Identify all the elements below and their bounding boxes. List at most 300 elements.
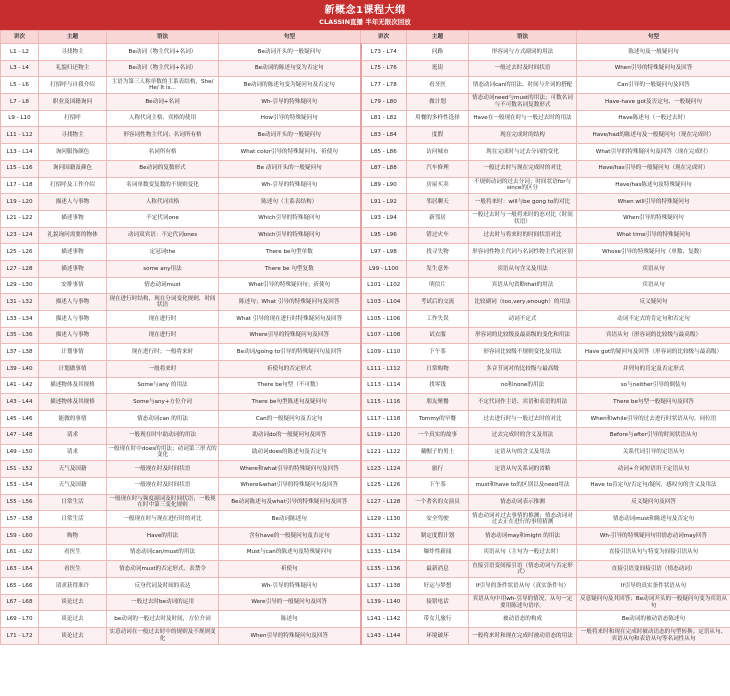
table-row: [1, 294, 730, 311]
table-row: [1, 177, 730, 194]
cell-grammar-left: 人称代词宾格: [107, 194, 219, 211]
cell-topic-left: 礼貌询问需要的物体: [39, 227, 107, 244]
cell-pattern-right: Have/has引导的一般疑问句（现在完成时）: [577, 160, 730, 177]
cell-grammar-right: 一般将来时和现在完成时被动语态的用法: [469, 628, 577, 645]
cell-lesson-left: L23 - L24: [1, 227, 39, 244]
cell-grammar-right: 情态动词对过去事情的推测；情态动词对过去正在进行的事情猜测: [469, 511, 577, 528]
cell-topic-right: 接错电话: [407, 594, 469, 611]
col-header-grammar-right: 语法: [469, 31, 577, 44]
cell-grammar-right: 一般过去时与一般将来时的态对比（时间状语）: [469, 210, 577, 227]
cell-topic-left: 描述事物: [39, 244, 107, 261]
cell-lesson-left: L63 - L64: [1, 561, 39, 578]
cell-topic-left: 天气及国籍: [39, 461, 107, 478]
cell-lesson-right: L75 - L76: [361, 60, 407, 77]
cell-pattern-right: What time引导的特殊疑问句: [577, 227, 730, 244]
cell-lesson-right: L139 - L140: [361, 594, 407, 611]
cell-grammar-left: 一般过去时be动词的运用: [107, 594, 219, 611]
cell-grammar-left: Be动词+名词: [107, 94, 219, 111]
cell-grammar-right: 现在完成时与过去分词的变化: [469, 144, 577, 161]
cell-grammar-right: 直接引语变间接引语（情态动词与否定形式）: [469, 561, 577, 578]
cell-lesson-left: L35 - L36: [1, 327, 39, 344]
cell-grammar-left: 反身代词及时间的表达: [107, 578, 219, 595]
cell-pattern-right: Have/had的陈述句及一般疑问句（现在完成时）: [577, 127, 730, 144]
table-row: [1, 144, 730, 161]
cell-pattern-left: Be动词陈述句: [219, 511, 361, 528]
table-row: [1, 260, 730, 277]
cell-grammar-right: must和have to的区别以及need用法: [469, 477, 577, 494]
cell-lesson-right: L131 - L132: [361, 527, 407, 544]
cell-lesson-left: L53 - L54: [1, 477, 39, 494]
cell-pattern-left: There be句型（不可数）: [219, 377, 361, 394]
cell-grammar-left: Some与any+方位介词: [107, 394, 219, 411]
cell-lesson-right: L87 - L88: [361, 160, 407, 177]
cell-grammar-left: 现在进行时结构，现在分词变化规则，时间状语: [107, 294, 219, 311]
cell-topic-left: 请求: [39, 427, 107, 444]
cell-pattern-left: How引导的特殊疑问句: [219, 110, 361, 127]
cell-grammar-right: 不定代词作主语、宾语和表语的用法: [469, 394, 577, 411]
cell-topic-right: 做计划: [407, 94, 469, 111]
cell-lesson-left: L27 - L28: [1, 260, 39, 277]
cell-grammar-left: Some与any 的用法: [107, 377, 219, 394]
cell-pattern-left: Where引导的特殊疑问句及回答: [219, 327, 361, 344]
cell-lesson-right: L109 - L110: [361, 344, 407, 361]
table-row: [1, 494, 730, 511]
table-row: [1, 277, 730, 294]
cell-topic-right: 逛街: [407, 60, 469, 77]
cell-grammar-right: 宾语从句省略that的用法: [469, 277, 577, 294]
cell-topic-left: 寻找物主: [39, 127, 107, 144]
cell-lesson-right: L107 - L108: [361, 327, 407, 344]
col-header-grammar-left: 语法: [107, 31, 219, 44]
cell-grammar-left: 一般现在时中助动词的用法: [107, 427, 219, 444]
cell-pattern-left: Be动词陈述句及what引导的特殊疑问句及回答: [219, 494, 361, 511]
cell-pattern-right: so与neither引导的倒装句: [577, 377, 730, 394]
col-header-topic-left: 主题: [39, 31, 107, 44]
table-row: [1, 411, 730, 428]
cell-pattern-right: Have got的疑问句及回答（形容词的比较级与最高级）: [577, 344, 730, 361]
cell-grammar-right: 过去时与将来时的时间状语对比: [469, 227, 577, 244]
cell-topic-right: 度假: [407, 127, 469, 144]
cell-lesson-right: L89 - L90: [361, 177, 407, 194]
cell-topic-right: 朋友聚餐: [407, 394, 469, 411]
cell-pattern-left: Were引导的一般疑问句及回答: [219, 594, 361, 611]
cell-grammar-left: Have的用法: [107, 527, 219, 544]
cell-lesson-right: L143 - L144: [361, 628, 407, 645]
cell-topic-left: 描述人与事物: [39, 194, 107, 211]
syllabus-table: [0, 30, 730, 645]
table-row: [1, 327, 730, 344]
cell-pattern-left: 祈使句的否定形式: [219, 361, 361, 378]
cell-grammar-left: 情态动词must的否定形式、表禁令: [107, 561, 219, 578]
cell-pattern-left: Wh-引导的特殊疑问句: [219, 578, 361, 595]
cell-topic-right: 新邻居: [407, 210, 469, 227]
cell-lesson-left: L33 - L34: [1, 311, 39, 328]
cell-pattern-right: Have/has陈述句及特殊疑问句: [577, 177, 730, 194]
cell-pattern-right: 并列句的肯定及否定形式: [577, 361, 730, 378]
cell-topic-right: 日常购物: [407, 361, 469, 378]
cell-pattern-left: Be动词开头的一般疑问句: [219, 44, 361, 61]
cell-topic-right: 邻居聊天: [407, 194, 469, 211]
cell-topic-left: 打招呼与自我介绍: [39, 77, 107, 94]
cell-topic-left: 谈论过去: [39, 594, 107, 611]
cell-pattern-right: 陈述句及一般疑问句: [577, 44, 730, 61]
cell-topic-right: 用餐的多样性选择: [407, 110, 469, 127]
cell-topic-right: 安全驾驶: [407, 511, 469, 528]
table-row: [1, 561, 730, 578]
cell-lesson-left: L11 - L12: [1, 127, 39, 144]
cell-lesson-right: L127 - L128: [361, 494, 407, 511]
cell-grammar-left: 名词单数变复数的不规则变化: [107, 177, 219, 194]
cell-topic-right: 旅行: [407, 461, 469, 478]
cell-lesson-right: L115 - L116: [361, 394, 407, 411]
col-header-lesson-left: 讲次: [1, 31, 39, 44]
cell-lesson-right: L129 - L130: [361, 511, 407, 528]
cell-lesson-right: L125 - L126: [361, 477, 407, 494]
cell-lesson-right: L83 - L84: [361, 127, 407, 144]
cell-grammar-right: 形容词的比较级及最高级的变化和用法: [469, 327, 577, 344]
cell-lesson-left: L55 - L56: [1, 494, 39, 511]
cell-grammar-right: 定语从句关系词的省略: [469, 461, 577, 478]
cell-pattern-left: Can的一般疑问句及否定句: [219, 411, 361, 428]
table-row: [1, 427, 730, 444]
cell-topic-right: 汽车修理: [407, 160, 469, 177]
table-row: [1, 511, 730, 528]
cell-pattern-left: There be句型单数: [219, 244, 361, 261]
cell-lesson-left: L5 - L6: [1, 77, 39, 94]
cell-grammar-left: 人称代词主格、宾格的使用: [107, 110, 219, 127]
cell-lesson-left: L71 - L72: [1, 628, 39, 645]
cell-pattern-right: If引导的真实条件状语从句: [577, 578, 730, 595]
table-row: [1, 444, 730, 461]
cell-pattern-left: 祈使句: [219, 561, 361, 578]
cell-grammar-right: 过去进行时与一般过去时的对比: [469, 411, 577, 428]
cell-lesson-right: L111 - L112: [361, 361, 407, 378]
cell-lesson-right: L133 - L134: [361, 544, 407, 561]
cell-grammar-right: 形容词与方式副词的用法: [469, 44, 577, 61]
cell-pattern-left: Wh-引导的特殊疑问句: [219, 177, 361, 194]
cell-pattern-left: What color引导的特殊疑问句、祈使句: [219, 144, 361, 161]
cell-topic-left: 描述人与事物: [39, 294, 107, 311]
cell-lesson-left: L1 - L2: [1, 44, 39, 61]
cell-pattern-left: 陈述句: [219, 611, 361, 628]
cell-topic-right: 找寻失物: [407, 244, 469, 261]
cell-lesson-left: L57 - L58: [1, 511, 39, 528]
cell-lesson-right: L123 - L124: [361, 461, 407, 478]
cell-grammar-right: 形容词性物主代词与名词性物主代词区别: [469, 244, 577, 261]
cell-pattern-right: Before与after引导的时间状语从句: [577, 427, 730, 444]
cell-topic-right: 试衣服: [407, 327, 469, 344]
cell-pattern-right: When引导的特殊疑问句: [577, 210, 730, 227]
table-row: [1, 194, 730, 211]
cell-grammar-right: 宾语从句含义及用法: [469, 260, 577, 277]
table-row: [1, 578, 730, 595]
table-row: [1, 611, 730, 628]
cell-grammar-right: 比较副词（too,very,enough）的用法: [469, 294, 577, 311]
cell-pattern-right: Be动词的被动语态陈述句: [577, 611, 730, 628]
cell-lesson-right: L81 - L82: [361, 110, 407, 127]
cell-topic-left: 日常生活: [39, 494, 107, 511]
col-header-lesson-right: 讲次: [361, 31, 407, 44]
cell-pattern-right: 宾语从句: [577, 260, 730, 277]
cell-lesson-left: L17 - L18: [1, 177, 39, 194]
cell-pattern-left: Which引导的特殊疑问句: [219, 210, 361, 227]
cell-lesson-right: L119 - L120: [361, 427, 407, 444]
cell-topic-right: 一个真实的故事: [407, 427, 469, 444]
cell-lesson-right: L137 - L138: [361, 578, 407, 595]
table-row: [1, 127, 730, 144]
cell-lesson-right: L91 - L92: [361, 194, 407, 211]
cell-grammar-right: 被动语态的构成: [469, 611, 577, 628]
cell-grammar-left: 主语为第三人称单数的主系表结构，She/ He/ It is...: [107, 77, 219, 94]
cell-grammar-right: no和none的用法: [469, 377, 577, 394]
cell-topic-right: 明信片: [407, 277, 469, 294]
cell-topic-left: 安排事情: [39, 277, 107, 294]
cell-grammar-left: 现在进行时: [107, 327, 219, 344]
cell-grammar-left: 实意动词在一般过去时中的规则及不规则变化: [107, 628, 219, 645]
cell-grammar-left: 情态动词can/must的用法: [107, 544, 219, 561]
cell-pattern-left: Be动词的陈述句变为否定句: [219, 60, 361, 77]
cell-grammar-right: Have在一般现在时与一般过去时的用法: [469, 110, 577, 127]
cell-topic-left: 天气及国籍: [39, 477, 107, 494]
cell-grammar-right: 现在完成时的结构: [469, 127, 577, 144]
cell-lesson-left: L45 - L46: [1, 411, 39, 428]
cell-topic-right: 最新消息: [407, 561, 469, 578]
cell-pattern-left: Which引导的特殊疑问句: [219, 227, 361, 244]
cell-topic-left: 能做的事情: [39, 411, 107, 428]
cell-grammar-left: 一般现在时及时间状语: [107, 477, 219, 494]
cell-topic-right: 爆炸性新闻: [407, 544, 469, 561]
cell-grammar-right: 多音节词对的比较级与最高级: [469, 361, 577, 378]
cell-grammar-left: 不定代词one: [107, 210, 219, 227]
cell-lesson-right: L135 - L136: [361, 561, 407, 578]
cell-pattern-left: What 引导的现在进行时特殊疑问句及回答: [219, 311, 361, 328]
cell-lesson-left: L7 - L8: [1, 94, 39, 111]
cell-lesson-left: L59 - L60: [1, 527, 39, 544]
cell-grammar-right: 情态动词need与must的用法；可数名词与不可数名词复数形式: [469, 94, 577, 111]
cell-topic-right: Tommy的早餐: [407, 411, 469, 428]
cell-lesson-left: L9 - L10: [1, 110, 39, 127]
cell-grammar-right: 一般将来时：will与be gong to的对比: [469, 194, 577, 211]
cell-topic-left: 看医生: [39, 544, 107, 561]
cell-lesson-left: L15 - L16: [1, 160, 39, 177]
cell-topic-left: 谈论过去: [39, 611, 107, 628]
cell-topic-left: 日常生活: [39, 511, 107, 528]
cell-grammar-left: 现在进行时；一般将来时: [107, 344, 219, 361]
cell-grammar-left: 一般将来时: [107, 361, 219, 378]
cell-lesson-right: L93 - L94: [361, 210, 407, 227]
cell-lesson-left: L3 - L4: [1, 60, 39, 77]
cell-pattern-left: Be 动词开头的一般疑问句: [219, 160, 361, 177]
cell-pattern-right: Whose引导的特殊疑问句（单数、复数）: [577, 244, 730, 261]
cell-lesson-right: L97 - L98: [361, 244, 407, 261]
cell-pattern-right: 反义疑问句: [577, 294, 730, 311]
cell-pattern-right: Can引导的一般疑问句及回答: [577, 77, 730, 94]
table-header-row: [1, 31, 730, 44]
cell-pattern-left: 助动词does的陈述句及否定句: [219, 444, 361, 461]
cell-grammar-left: 一般现在时中does的用法；动词第三形式的变化: [107, 444, 219, 461]
cell-grammar-left: 现在进行时: [107, 311, 219, 328]
table-row: [1, 477, 730, 494]
cell-pattern-left: 陈述句；What 引导的特殊疑问句及回答: [219, 294, 361, 311]
cell-pattern-left: 含有have的一般疑问句及否定句: [219, 527, 361, 544]
cell-pattern-left: What引导的特殊疑问句；祈使句: [219, 277, 361, 294]
cell-topic-right: 发生意外: [407, 260, 469, 277]
cell-lesson-left: L39 - L40: [1, 361, 39, 378]
cell-lesson-left: L47 - L48: [1, 427, 39, 444]
cell-lesson-left: L69 - L70: [1, 611, 39, 628]
cell-pattern-right: Have to肯定句/否定句/疑问、感叹句的含义及用法: [577, 477, 730, 494]
cell-pattern-left: There be句型陈述句及疑问句: [219, 394, 361, 411]
cell-topic-left: 寻找物主: [39, 44, 107, 61]
cell-topic-left: 描述事物: [39, 210, 107, 227]
cell-topic-right: 错过火车: [407, 227, 469, 244]
cell-grammar-left: 一般现在时与频度副词及时间状语；一般现在时中第三变化规则: [107, 494, 219, 511]
cell-pattern-right: 情态动词must和陈述句及否定句: [577, 511, 730, 528]
cell-grammar-right: 情态动词can的用法、时间与介词的搭配: [469, 77, 577, 94]
cell-pattern-right: When will引导的特殊疑问句: [577, 194, 730, 211]
cell-grammar-right: 一般过去时与现在完成时的对比: [469, 160, 577, 177]
cell-lesson-right: L105 - L106: [361, 311, 407, 328]
cell-lesson-left: L41 - L42: [1, 377, 39, 394]
cell-topic-right: 考试后的交流: [407, 294, 469, 311]
cell-grammar-left: 一般现在时及时间状语: [107, 461, 219, 478]
cell-pattern-left: Be动词的陈述句变为疑问句及否定句: [219, 77, 361, 94]
cell-lesson-right: L99 - L100: [361, 260, 407, 277]
cell-grammar-right: 宾语从句中用wh-引导的情况，从句一定要用陈述句语序。: [469, 594, 577, 611]
cell-grammar-left: 定冠词the: [107, 244, 219, 261]
cell-pattern-left: Wh-引导的特殊疑问句: [219, 94, 361, 111]
cell-lesson-right: L141 - L142: [361, 611, 407, 628]
cell-pattern-left: Must与can的陈述句及特殊疑问句: [219, 544, 361, 561]
cell-lesson-left: L29 - L30: [1, 277, 39, 294]
cell-topic-right: 下午茶: [407, 344, 469, 361]
cell-lesson-right: L85 - L86: [361, 144, 407, 161]
cell-grammar-left: 形容词性物主代词；名词所有格: [107, 127, 219, 144]
cell-topic-right: 找零钱: [407, 377, 469, 394]
cell-grammar-left: 情态动词can 的用法: [107, 411, 219, 428]
table-row: [1, 361, 730, 378]
cell-topic-left: 询问国籍及颜色: [39, 160, 107, 177]
cell-pattern-right: 直接引语从句与特变为间接引语从句: [577, 544, 730, 561]
table-row: [1, 110, 730, 127]
cell-lesson-left: L19 - L20: [1, 194, 39, 211]
cell-topic-right: 下午茶: [407, 477, 469, 494]
table-row: [1, 527, 730, 544]
cell-topic-right: 戴帽子的男士: [407, 444, 469, 461]
cell-topic-left: 职业及国籍询问: [39, 94, 107, 111]
table-row: [1, 461, 730, 478]
cell-pattern-right: 动词+介词短语用于定语从句: [577, 461, 730, 478]
cell-grammar-left: 情态动词must: [107, 277, 219, 294]
cell-grammar-right: If引导的条件状语从句（真实条件句）: [469, 578, 577, 595]
cell-topic-left: 礼貌归还物主: [39, 60, 107, 77]
cell-pattern-left: When引导的特殊疑问句及回答: [219, 628, 361, 645]
table-row: [1, 628, 730, 645]
cell-topic-left: 请求: [39, 444, 107, 461]
cell-grammar-right: 宾语从句（主句为一般过去时）: [469, 544, 577, 561]
cell-topic-right: 看牙医: [407, 77, 469, 94]
cell-lesson-left: L25 - L26: [1, 244, 39, 261]
cell-pattern-right: Wh-引导的特殊疑问句用情态动词may回答: [577, 527, 730, 544]
cell-topic-left: 谈论过去: [39, 628, 107, 645]
cell-topic-right: 访问城市: [407, 144, 469, 161]
cell-lesson-right: L95 - L96: [361, 227, 407, 244]
table-row: [1, 244, 730, 261]
table-row: [1, 227, 730, 244]
cell-lesson-left: L21 - L22: [1, 210, 39, 227]
cell-lesson-left: L49 - L50: [1, 444, 39, 461]
cell-pattern-right: 动词不定式的肯定句和否定句: [577, 311, 730, 328]
cell-pattern-right: 关系代词引导的定语从句: [577, 444, 730, 461]
cell-lesson-left: L37 - L38: [1, 344, 39, 361]
cell-lesson-left: L51 - L52: [1, 461, 39, 478]
cell-grammar-right: 情态动词may和might 的用法: [469, 527, 577, 544]
cell-topic-right: 工作失误: [407, 311, 469, 328]
table-row: [1, 594, 730, 611]
cell-topic-left: 描述人与事物: [39, 327, 107, 344]
cell-pattern-right: 直接引语变间接引语（情态动词）: [577, 561, 730, 578]
cell-lesson-right: L103 - L104: [361, 294, 407, 311]
cell-lesson-left: L43 - L44: [1, 394, 39, 411]
cell-lesson-right: L101 - L102: [361, 277, 407, 294]
cell-lesson-left: L13 - L14: [1, 144, 39, 161]
cell-lesson-right: L113 - L114: [361, 377, 407, 394]
cell-lesson-right: L79 - L80: [361, 94, 407, 111]
table-row: [1, 77, 730, 94]
cell-grammar-left: be动词的一般过去时及时间，方位介词: [107, 611, 219, 628]
table-row: [1, 44, 730, 61]
table-row: [1, 394, 730, 411]
cell-pattern-right: 反意疑问句及其回答；Be动词开头的一般疑问句变为宾语从句: [577, 594, 730, 611]
cell-pattern-left: Be动词/going to引导的特殊疑问句及回答: [219, 344, 361, 361]
cell-pattern-right: Have-have got及否定句、一般疑问句: [577, 94, 730, 111]
table-body: [1, 44, 730, 645]
table-row: [1, 210, 730, 227]
cell-topic-left: 购物: [39, 527, 107, 544]
cell-topic-left: 请求获得准许: [39, 578, 107, 595]
cell-lesson-right: L121 - L122: [361, 444, 407, 461]
cell-grammar-right: 形容词比较级不规则变化及用法: [469, 344, 577, 361]
cell-pattern-right: 反义疑问句及回答: [577, 494, 730, 511]
cell-topic-left: 计划做事情: [39, 361, 107, 378]
cell-grammar-right: 动词不定式: [469, 311, 577, 328]
cell-topic-left: 询问服饰颜色: [39, 144, 107, 161]
cell-lesson-left: L31 - L32: [1, 294, 39, 311]
table-row: [1, 94, 730, 111]
cell-pattern-right: 宾语从句: [577, 277, 730, 294]
cell-pattern-right: When引导的特殊疑问句及回答: [577, 60, 730, 77]
cell-topic-left: 看医生: [39, 561, 107, 578]
cell-pattern-right: What引导的特殊疑问句及回答（现在完成时）: [577, 144, 730, 161]
table-row: [1, 160, 730, 177]
cell-lesson-right: L117 - L118: [361, 411, 407, 428]
cell-pattern-right: When和while引导的过去进行时状语从句、同位语: [577, 411, 730, 428]
cell-grammar-right: 定语从句的含义及用法: [469, 444, 577, 461]
cell-pattern-left: There be 句型复数: [219, 260, 361, 277]
cell-topic-left: 描述人与事物: [39, 311, 107, 328]
cell-topic-right: 问路: [407, 44, 469, 61]
page-title: 新概念1课程大纲: [324, 4, 406, 16]
cell-grammar-left: 名词所有格: [107, 144, 219, 161]
cell-pattern-left: Where&what引导的特殊疑问句及回答: [219, 477, 361, 494]
cell-topic-right: 制定度假计划: [407, 527, 469, 544]
cell-topic-left: 描述物体及其规格: [39, 377, 107, 394]
cell-grammar-right: 过去完成时的含义及用法: [469, 427, 577, 444]
cell-lesson-right: L73 - L74: [361, 44, 407, 61]
cell-lesson-left: L61 - L62: [1, 544, 39, 561]
cell-grammar-left: Be动词的复数形式: [107, 160, 219, 177]
cell-grammar-right: 不规则动词的过去分词；时间状语for与since的区分: [469, 177, 577, 194]
